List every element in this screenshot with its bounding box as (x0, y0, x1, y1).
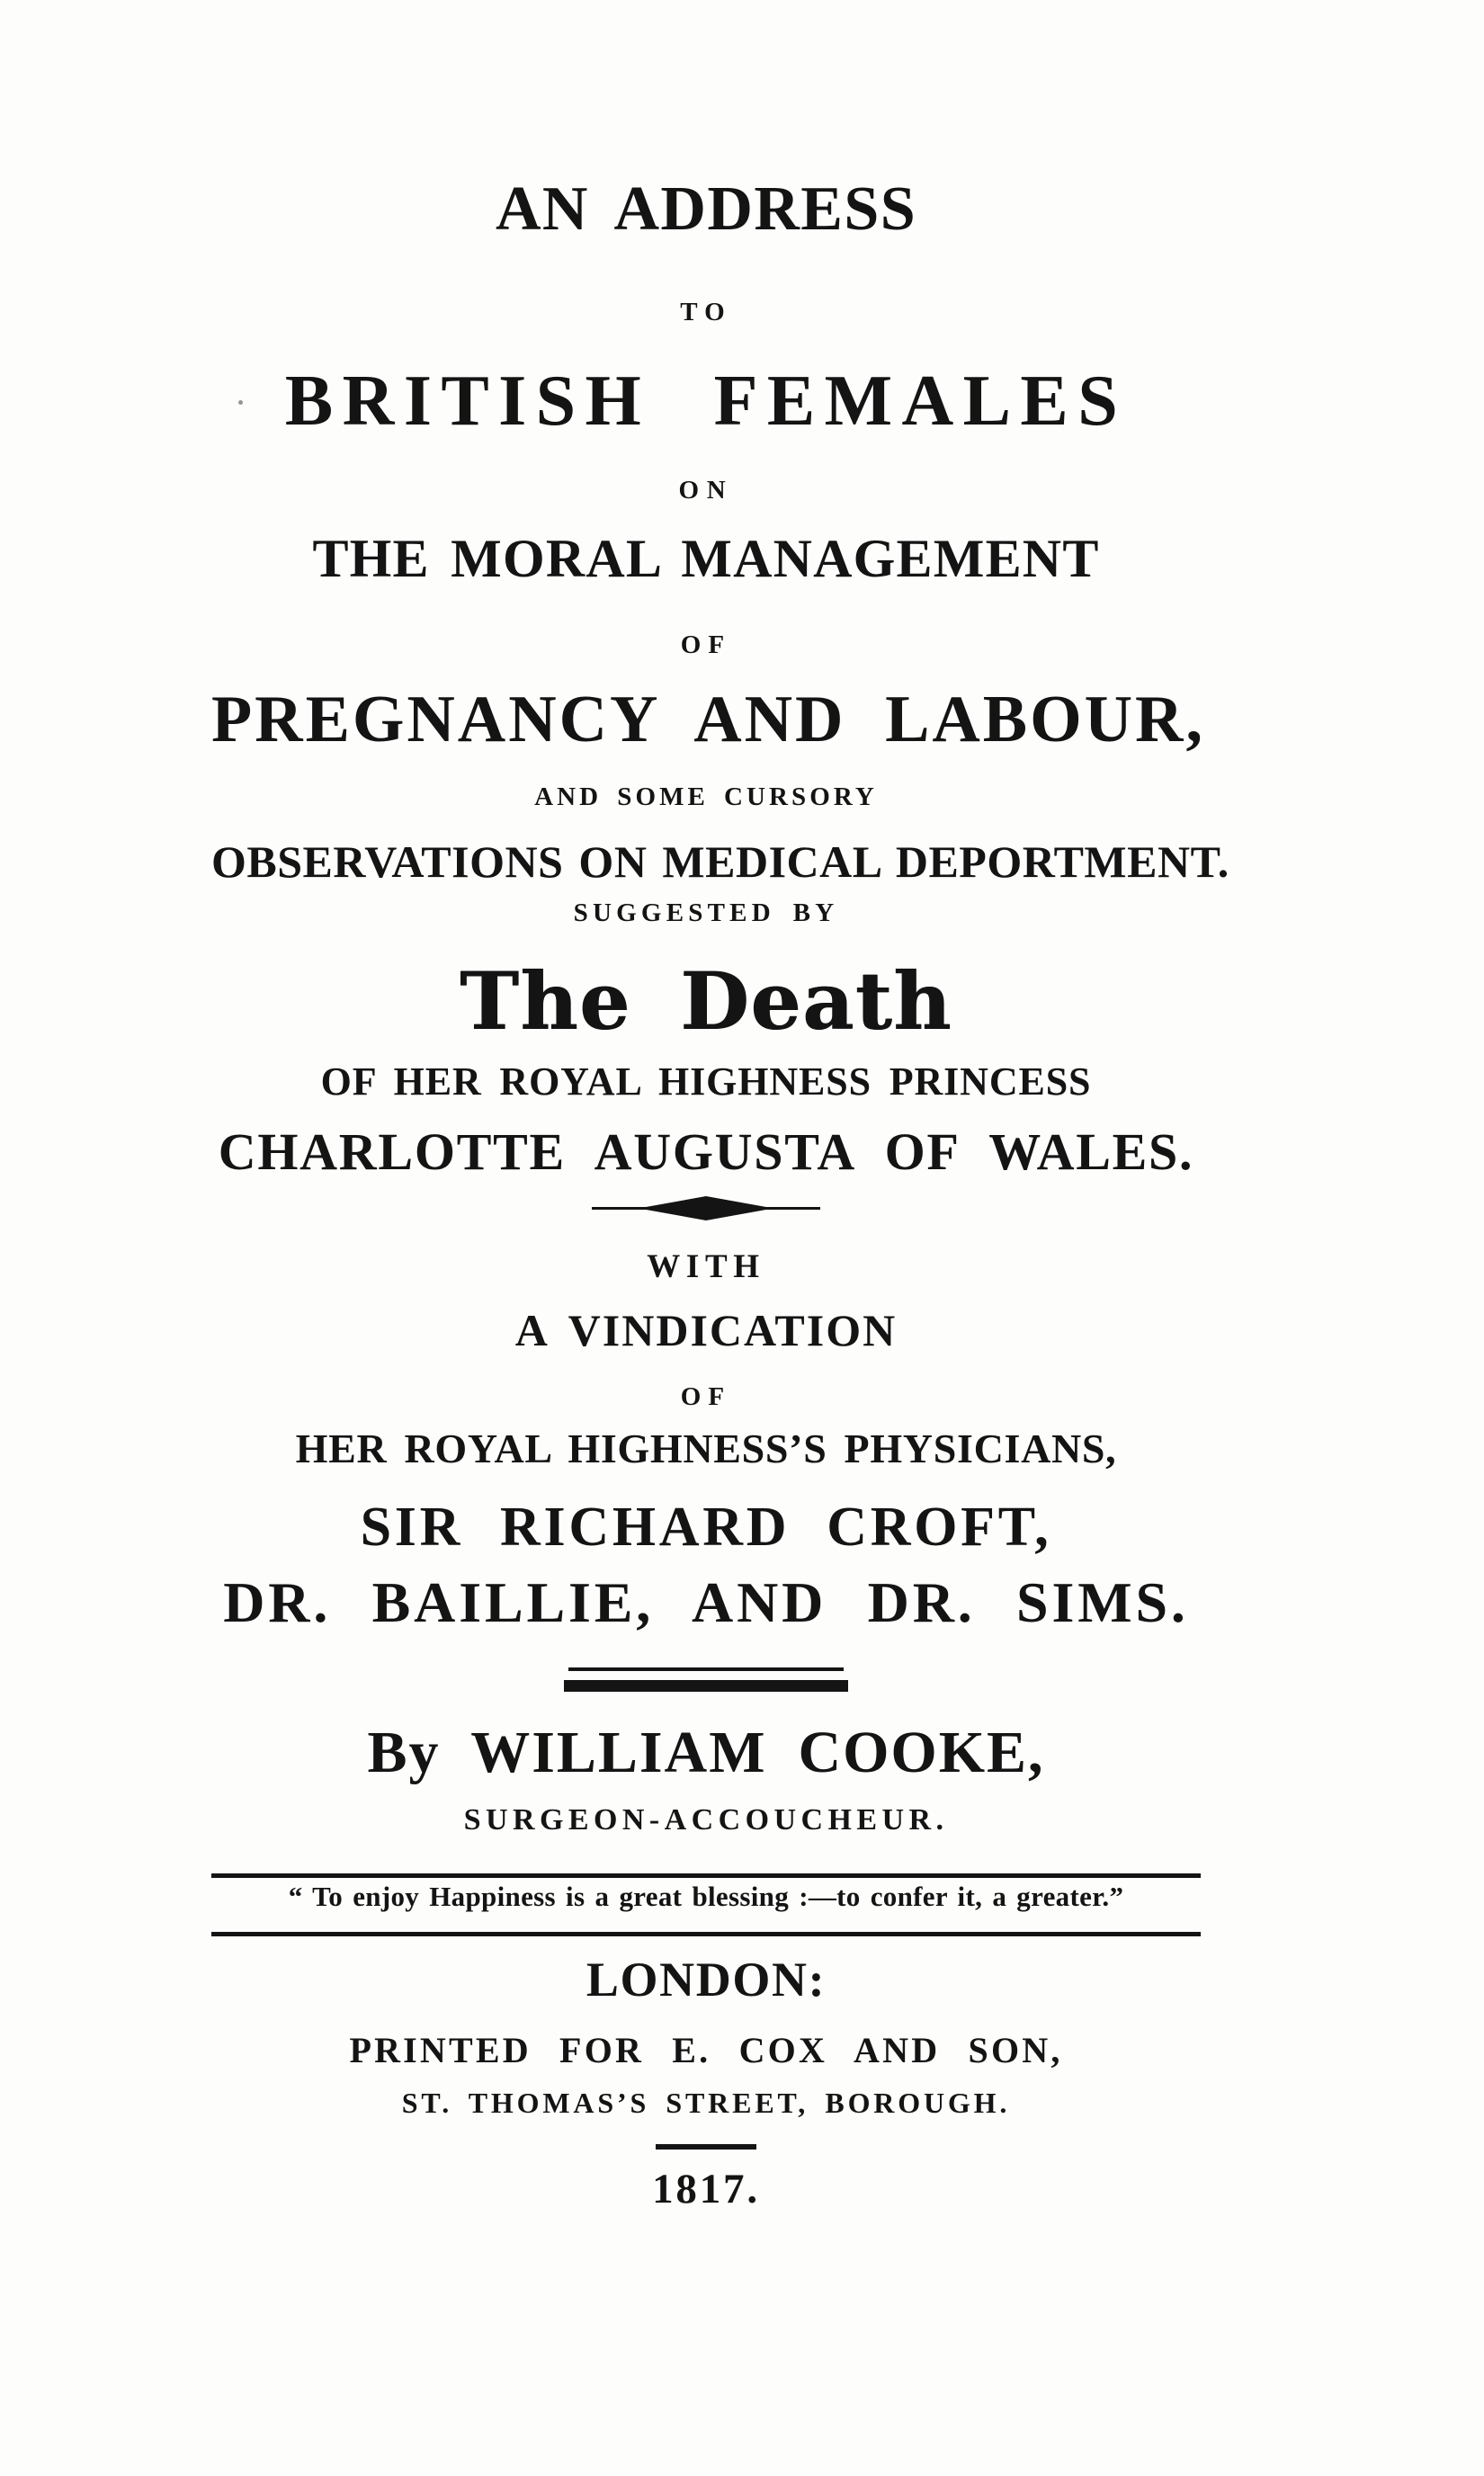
title-line-pregnancy-labour: PREGNANCY AND LABOUR, (211, 683, 1205, 756)
title-line-with: WITH (647, 1248, 765, 1285)
imprint-city-line: LONDON: (586, 1953, 827, 2007)
title-line-suggested-by: SUGGESTED BY (573, 898, 839, 927)
author-title-line: SURGEON-ACCOUCHEUR. (463, 1803, 949, 1837)
epigraph-rule-bottom (211, 1932, 1201, 1936)
title-line-a-vindication: A VINDICATION (514, 1305, 898, 1355)
imprint-address-line: ST. THOMAS’S STREET, BOROUGH. (401, 2087, 1011, 2119)
imprint-year-line: 1817. (652, 2166, 760, 2212)
title-line-baillie-and-sims: DR. BAILLIE, AND DR. SIMS. (223, 1570, 1189, 1634)
title-line-observations: OBSERVATIONS ON MEDICAL DEPORTMENT. (211, 836, 1229, 887)
title-line-an-address: AN ADDRESS (495, 174, 917, 244)
title-line-and-some-cursory: AND SOME CURSORY (534, 782, 878, 811)
author-line-by-william-cooke: By WILLIAM COOKE, (367, 1720, 1045, 1785)
title-line-charlotte-augusta: CHARLOTTE AUGUSTA OF WALES. (218, 1122, 1194, 1181)
title-line-moral-management: THE MORAL MANAGEMENT (312, 529, 1100, 588)
epigraph-rule-top (211, 1873, 1201, 1878)
title-line-sir-richard-croft: SIR RICHARD CROFT, (360, 1497, 1052, 1558)
epigraph-quote: “ To enjoy Happiness is a great blessing :—to confer it, a greater.” (288, 1881, 1124, 1912)
double-rule-thick-bar (564, 1680, 848, 1692)
blackletter-title-the-death: The Death (460, 954, 952, 1048)
title-line-on: ON (678, 476, 734, 505)
title-line-british-females: BRITISH FEMALES (284, 362, 1128, 441)
title-line-of-1: OF (680, 630, 732, 659)
swelled-diamond-rule (211, 1193, 1201, 1224)
double-rule-ornament (211, 1667, 1201, 1692)
title-line-to: TO (680, 298, 732, 326)
year-rule-bar (656, 2144, 756, 2150)
title-line-of-hrh-princess: OF HER ROYAL HIGHNESS PRINCESS (320, 1059, 1092, 1104)
year-rule-ornament (211, 2144, 1201, 2150)
double-rule-thin-bar (568, 1667, 844, 1671)
title-line-physicians: HER ROYAL HIGHNESS’S PHYSICIANS, (295, 1426, 1117, 1471)
title-line-of-2: OF (680, 1382, 732, 1411)
diamond-rule-graphic (592, 1193, 820, 1224)
imprint-publisher-line: PRINTED FOR E. COX AND SON, (349, 2030, 1063, 2070)
